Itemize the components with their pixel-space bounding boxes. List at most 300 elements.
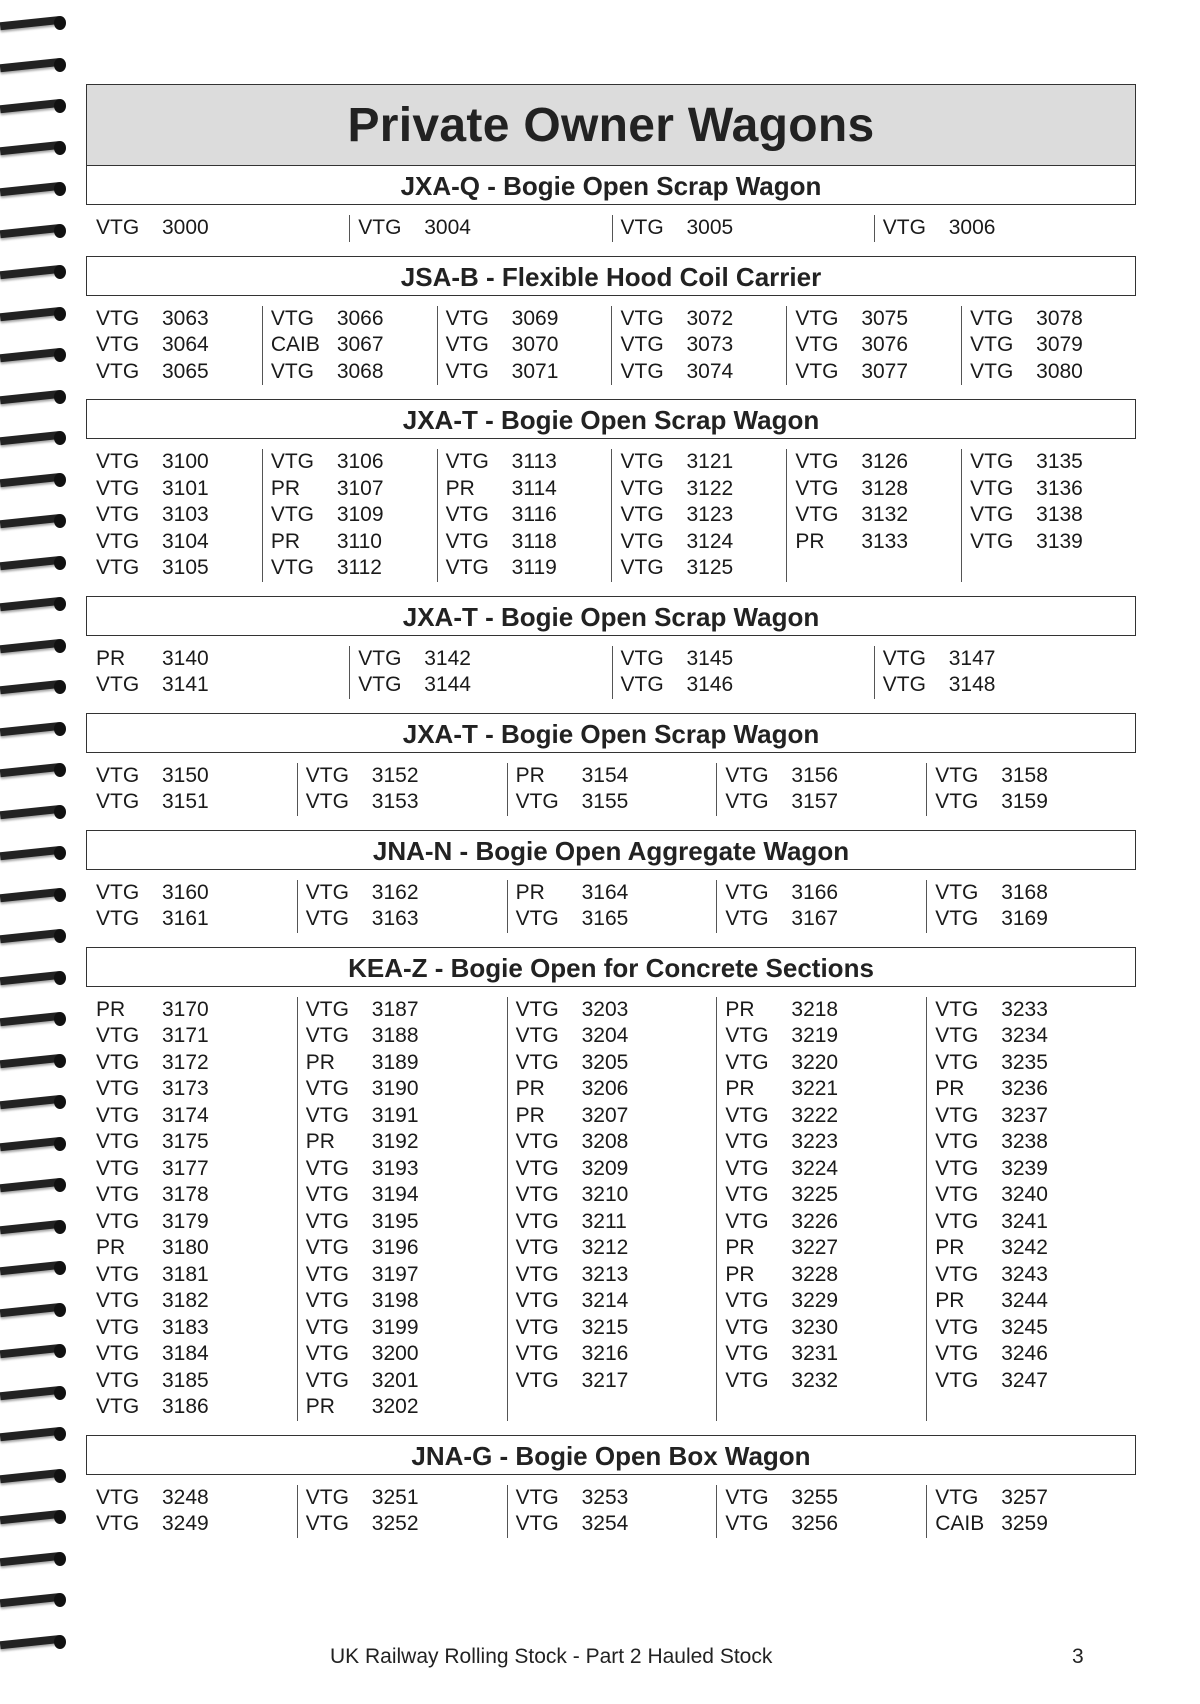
wagon-entry (446, 332, 612, 359)
wagon-entry (96, 1262, 297, 1289)
wagon-entry (96, 646, 349, 673)
wagon-number: 3161 (162, 907, 209, 930)
wagon-number: 3133 (861, 529, 909, 553)
wagon-entry (620, 306, 786, 333)
owner-code: VTG (620, 216, 664, 239)
wagon-entry (96, 1050, 297, 1077)
wagon-entry (725, 1103, 926, 1130)
wagon-number: 3166 (791, 880, 839, 904)
owner-code: CAIB (935, 1512, 985, 1535)
spiral-coil (0, 1591, 64, 1607)
owner-code: VTG (305, 1077, 349, 1100)
list-column (349, 646, 611, 699)
owner-code: VTG (970, 476, 1014, 500)
owner-code: VTG (725, 1368, 769, 1392)
wagon-number: 3069 (511, 306, 559, 330)
wagon-entry (725, 906, 926, 933)
list-column (611, 449, 786, 582)
wagon-entry (970, 502, 1136, 529)
wagon-entry (725, 1341, 926, 1368)
wagon-entry (358, 215, 611, 242)
owner-code: PR (725, 997, 755, 1021)
spiral-coil (0, 222, 64, 238)
wagon-number: 3195 (371, 1209, 419, 1233)
list-column (611, 306, 786, 386)
owner-code: VTG (305, 1289, 349, 1312)
wagon-entry (725, 880, 926, 907)
wagon-entry (96, 1209, 297, 1236)
wagon-number: 3186 (162, 1395, 209, 1418)
wagon-number: 3247 (1001, 1368, 1048, 1392)
wagon-entry (306, 1315, 507, 1342)
page-number: 3 (1072, 1645, 1084, 1668)
wagon-entry (795, 359, 961, 386)
wagon-entry (96, 332, 262, 359)
wagon-entry (358, 672, 611, 699)
wagon-number: 3072 (686, 306, 734, 330)
wagon-number: 3227 (791, 1236, 839, 1259)
spiral-coil (0, 180, 64, 196)
wagon-number: 3070 (511, 333, 559, 356)
owner-code: PR (305, 1395, 335, 1418)
wagon-number: 3228 (791, 1262, 839, 1286)
owner-code: VTG (725, 1050, 769, 1074)
page-title: Private Owner Wagons (347, 98, 875, 152)
wagon-entry (795, 476, 961, 503)
wagon-number: 3064 (162, 333, 209, 356)
owner-code: VTG (270, 306, 314, 330)
wagon-entry (306, 880, 507, 907)
wagon-number: 3201 (371, 1368, 419, 1392)
owner-code: VTG (935, 763, 979, 787)
list-column (786, 449, 961, 582)
spiral-coil (0, 512, 64, 528)
spiral-coil (0, 927, 64, 943)
wagon-entry (306, 1103, 507, 1130)
owner-code: PR (305, 1130, 335, 1153)
wagon-number: 3136 (1036, 476, 1083, 500)
list-column (96, 1485, 297, 1538)
owner-code: VTG (935, 1103, 979, 1127)
wagon-number: 3224 (791, 1156, 839, 1180)
sections (86, 166, 1136, 1544)
wagon-entry (516, 789, 717, 816)
wagon-entry (620, 529, 786, 556)
list-column (96, 306, 262, 386)
owner-code: VTG (96, 333, 140, 356)
wagon-number: 3187 (371, 997, 419, 1021)
wagon-number: 3252 (371, 1512, 419, 1535)
owner-code: VTG (725, 1342, 769, 1365)
spiral-coil (0, 56, 64, 72)
owner-code: VTG (96, 673, 140, 696)
owner-code: VTG (96, 216, 140, 239)
wagon-section (86, 596, 1136, 705)
wagon-entry (516, 1262, 717, 1289)
wagon-entry (96, 555, 262, 582)
owner-code: VTG (96, 1183, 140, 1206)
list-column (437, 449, 612, 582)
wagon-number: 3242 (1001, 1236, 1048, 1259)
wagon-number: 3000 (162, 216, 209, 239)
owner-code: VTG (305, 1024, 349, 1047)
wagon-number: 3150 (162, 763, 209, 787)
owner-code: VTG (935, 1262, 979, 1286)
wagon-number: 3254 (581, 1512, 629, 1535)
section-columns (86, 987, 1136, 1427)
wagon-entry (96, 529, 262, 556)
wagon-number: 3170 (162, 997, 209, 1021)
wagon-entry (96, 880, 297, 907)
owner-code: VTG (620, 359, 664, 383)
wagon-number: 3181 (162, 1262, 209, 1286)
wagon-number: 3154 (581, 763, 629, 787)
wagon-entry (306, 1182, 507, 1209)
owner-code: VTG (445, 333, 489, 356)
wagon-section (86, 947, 1136, 1427)
wagon-entry (621, 672, 874, 699)
wagon-entry (306, 1368, 507, 1395)
wagon-entry (725, 1485, 926, 1512)
wagon-entry (516, 1209, 717, 1236)
owner-code: VTG (96, 1130, 140, 1153)
wagon-entry (446, 476, 612, 503)
wagon-number: 3122 (686, 476, 734, 500)
owner-code: VTG (96, 1342, 140, 1365)
wagon-entry (306, 1129, 507, 1156)
spiral-coil (0, 1508, 64, 1524)
wagon-number: 3215 (581, 1315, 629, 1339)
wagon-number: 3257 (1001, 1485, 1048, 1509)
owner-code: PR (96, 646, 126, 670)
wagon-number: 3169 (1001, 907, 1048, 930)
wagon-entry (446, 449, 612, 476)
wagon-number: 3167 (791, 907, 839, 930)
wagon-number: 3244 (1001, 1289, 1048, 1312)
wagon-entry (96, 1511, 297, 1538)
wagon-number: 3138 (1036, 503, 1083, 526)
owner-code: VTG (305, 880, 349, 904)
wagon-entry (306, 1394, 507, 1421)
list-column (507, 763, 717, 816)
wagon-number: 3004 (424, 216, 471, 239)
list-column (349, 215, 611, 242)
wagon-entry (96, 476, 262, 503)
owner-code: VTG (620, 556, 664, 579)
wagon-entry (96, 1288, 297, 1315)
wagon-entry (96, 359, 262, 386)
owner-code: VTG (96, 1395, 140, 1418)
wagon-number: 3152 (371, 763, 419, 787)
wagon-section (86, 830, 1136, 939)
owner-code: PR (795, 529, 825, 553)
wagon-entry (516, 1182, 717, 1209)
owner-code: VTG (515, 1236, 559, 1259)
wagon-number: 3160 (162, 880, 209, 904)
list-column (612, 646, 874, 699)
wagon-number: 3184 (162, 1342, 209, 1365)
wagon-entry (620, 502, 786, 529)
list-column (874, 646, 1136, 699)
spiral-coil (0, 1550, 64, 1566)
wagon-entry (970, 359, 1136, 386)
wagon-entry (516, 1076, 717, 1103)
wagon-number: 3155 (581, 790, 629, 813)
owner-code: VTG (305, 1315, 349, 1339)
spiral-coil (0, 844, 64, 860)
owner-code: VTG (515, 1050, 559, 1074)
wagon-number: 3177 (162, 1156, 209, 1180)
wagon-entry (725, 1511, 926, 1538)
wagon-number: 3216 (581, 1342, 629, 1365)
owner-code: VTG (96, 790, 140, 813)
section-heading-text: JNA-N - Bogie Open Aggregate Wagon (372, 835, 850, 866)
owner-code: VTG (970, 333, 1014, 356)
wagon-entry (725, 1156, 926, 1183)
owner-code: VTG (305, 1342, 349, 1365)
spiral-coil (0, 720, 64, 736)
wagon-entry (935, 1288, 1136, 1315)
wagon-entry (516, 763, 717, 790)
wagon-number: 3193 (371, 1156, 419, 1180)
list-column (716, 763, 926, 816)
wagon-number: 3165 (581, 907, 629, 930)
wagon-entry (935, 1156, 1136, 1183)
owner-code: VTG (270, 503, 314, 526)
owner-code: VTG (96, 1289, 140, 1312)
spiral-coil (0, 761, 64, 777)
spiral-coil (0, 1259, 64, 1275)
wagon-entry (935, 1262, 1136, 1289)
wagon-entry (970, 306, 1136, 333)
wagon-number: 3065 (162, 359, 209, 383)
wagon-entry (725, 997, 926, 1024)
owner-code: VTG (515, 1183, 559, 1206)
section-heading (86, 713, 1136, 753)
spiral-coil (0, 1093, 64, 1109)
owner-code: VTG (970, 450, 1014, 473)
wagon-number: 3151 (162, 790, 209, 813)
wagon-number: 3231 (791, 1342, 839, 1365)
owner-code: VTG (515, 1156, 559, 1180)
wagon-entry (96, 1182, 297, 1209)
owner-code: VTG (96, 503, 140, 526)
section-heading-text: JXA-T - Bogie Open Scrap Wagon (402, 601, 820, 632)
wagon-entry (306, 997, 507, 1024)
owner-code: VTG (515, 1209, 559, 1233)
list-column (716, 880, 926, 933)
wagon-entry (306, 1288, 507, 1315)
spiral-coil (0, 1467, 64, 1483)
wagon-entry (970, 529, 1136, 556)
section-heading (86, 596, 1136, 636)
owner-code: VTG (970, 503, 1014, 526)
owner-code: VTG (620, 503, 664, 526)
owner-code: VTG (620, 646, 664, 670)
owner-code: PR (305, 1050, 335, 1074)
wagon-number: 3220 (791, 1050, 839, 1074)
owner-code: VTG (96, 1512, 140, 1535)
wagon-number: 3240 (1001, 1183, 1048, 1206)
section-heading (86, 1435, 1136, 1475)
owner-code: VTG (935, 1024, 979, 1047)
wagon-number: 3229 (791, 1289, 839, 1312)
wagon-entry (96, 1156, 297, 1183)
owner-code: VTG (96, 907, 140, 930)
wagon-number: 3200 (371, 1342, 419, 1365)
section-heading-text: KEA-Z - Bogie Open for Concrete Sections (348, 952, 874, 983)
owner-code: VTG (515, 1289, 559, 1312)
wagon-number: 3190 (371, 1077, 419, 1100)
wagon-entry (795, 529, 961, 556)
wagon-number: 3147 (948, 646, 996, 670)
wagon-entry (725, 1050, 926, 1077)
spiral-coil (0, 1052, 64, 1068)
wagon-entry (271, 555, 437, 582)
wagon-entry (306, 1156, 507, 1183)
wagon-entry (306, 763, 507, 790)
owner-code: VTG (96, 529, 140, 553)
wagon-number: 3153 (371, 790, 419, 813)
list-column (96, 763, 297, 816)
wagon-section (86, 1435, 1136, 1544)
list-column (716, 997, 926, 1421)
wagon-number: 3245 (1001, 1315, 1048, 1339)
wagon-entry (516, 1341, 717, 1368)
wagon-number: 3205 (581, 1050, 629, 1074)
wagon-number: 3248 (162, 1485, 209, 1509)
wagon-number: 3175 (162, 1130, 209, 1153)
wagon-number: 3171 (162, 1024, 209, 1047)
wagon-number: 3225 (791, 1183, 839, 1206)
wagon-number: 3110 (336, 529, 382, 553)
spiral-coil (0, 803, 64, 819)
wagon-entry (271, 449, 437, 476)
wagon-entry (795, 502, 961, 529)
wagon-entry (306, 1262, 507, 1289)
wagon-entry (935, 1341, 1136, 1368)
wagon-number: 3148 (948, 673, 996, 696)
wagon-number: 3199 (371, 1315, 419, 1339)
wagon-entry (795, 332, 961, 359)
wagon-entry (516, 880, 717, 907)
wagon-entry (970, 476, 1136, 503)
spiral-coil (0, 1384, 64, 1400)
owner-code: VTG (515, 1342, 559, 1365)
list-column (297, 763, 507, 816)
owner-code: VTG (305, 1512, 349, 1535)
wagon-number: 3198 (371, 1289, 419, 1312)
owner-code: VTG (270, 359, 314, 383)
owner-code: VTG (515, 1368, 559, 1392)
owner-code: VTG (270, 556, 314, 579)
wagon-number: 3123 (686, 503, 734, 526)
wagon-number: 3259 (1001, 1512, 1048, 1535)
section-heading (86, 830, 1136, 870)
spiral-coil (0, 139, 64, 155)
wagon-entry (935, 1368, 1136, 1395)
list-column (961, 306, 1136, 386)
list-column (926, 763, 1136, 816)
wagon-number: 3202 (371, 1395, 419, 1418)
owner-code: VTG (620, 306, 664, 330)
owner-code: VTG (445, 556, 489, 579)
list-column (297, 997, 507, 1421)
owner-code: VTG (620, 450, 664, 473)
owner-code: PR (515, 1077, 545, 1100)
wagon-entry (96, 906, 297, 933)
wagon-entry (96, 1485, 297, 1512)
wagon-entry (96, 1023, 297, 1050)
wagon-number: 3116 (511, 503, 557, 526)
wagon-entry (516, 1315, 717, 1342)
owner-code: VTG (96, 450, 140, 473)
wagon-number: 3217 (581, 1368, 629, 1392)
wagon-number: 3185 (162, 1368, 209, 1392)
section-columns (86, 296, 1136, 392)
wagon-number: 3218 (791, 997, 839, 1021)
wagon-number: 3066 (336, 306, 384, 330)
wagon-number: 3197 (371, 1262, 419, 1286)
wagon-number: 3101 (162, 476, 209, 500)
wagon-entry (935, 1103, 1136, 1130)
owner-code: VTG (358, 646, 402, 670)
wagon-entry (620, 476, 786, 503)
owner-code: VTG (96, 1103, 140, 1127)
wagon-entry (271, 502, 437, 529)
list-column (96, 880, 297, 933)
owner-code: VTG (725, 1156, 769, 1180)
wagon-number: 3128 (861, 476, 909, 500)
wagon-entry (935, 1315, 1136, 1342)
wagon-entry (96, 997, 297, 1024)
wagon-number: 3214 (581, 1289, 629, 1312)
wagon-entry (96, 1076, 297, 1103)
owner-code: VTG (96, 1368, 140, 1392)
wagon-number: 3074 (686, 359, 734, 383)
wagon-entry (725, 1235, 926, 1262)
wagon-number: 3156 (791, 763, 839, 787)
wagon-section (86, 256, 1136, 392)
wagon-entry (446, 529, 612, 556)
wagon-entry (516, 1156, 717, 1183)
wagon-number: 3005 (686, 216, 734, 239)
wagon-number: 3105 (162, 556, 209, 579)
wagon-entry (306, 1511, 507, 1538)
section-heading-text: JSA-B - Flexible Hood Coil Carrier (400, 261, 822, 292)
wagon-entry (935, 1129, 1136, 1156)
wagon-number: 3158 (1001, 763, 1048, 787)
wagon-entry (883, 672, 1136, 699)
wagon-entry (725, 1288, 926, 1315)
wagon-number: 3073 (686, 333, 734, 356)
wagon-number: 3236 (1001, 1077, 1048, 1100)
wagon-entry (935, 1209, 1136, 1236)
owner-code: VTG (935, 880, 979, 904)
owner-code: VTG (96, 1077, 140, 1100)
owner-code: VTG (96, 1024, 140, 1047)
owner-code: PR (445, 476, 475, 500)
wagon-entry (96, 215, 349, 242)
spiral-coil (0, 97, 64, 113)
wagon-number: 3238 (1001, 1130, 1048, 1153)
owner-code: VTG (935, 1485, 979, 1509)
wagon-number: 3113 (511, 450, 557, 473)
wagon-entry (795, 449, 961, 476)
footer-text: UK Railway Rolling Stock - Part 2 Hauled Stock (330, 1645, 773, 1668)
wagon-entry (935, 1182, 1136, 1209)
list-column (96, 215, 349, 242)
